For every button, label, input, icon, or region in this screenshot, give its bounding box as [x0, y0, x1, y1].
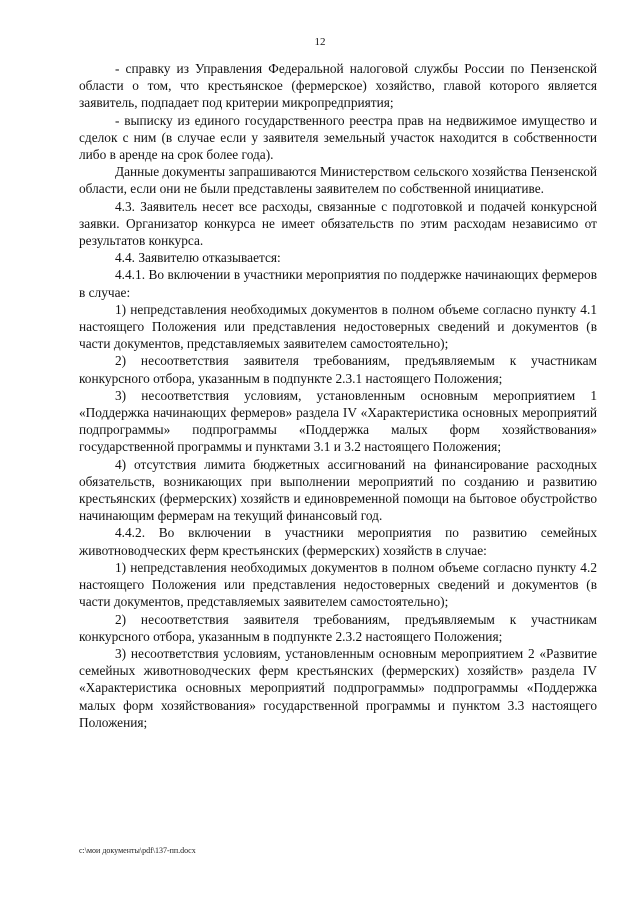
- document-body: [79, 60, 597, 731]
- paragraph: 4.4. Заявителю отказывается:: [115, 250, 281, 266]
- paragraph: 2) несоответствия заявителя требованиям, предъявляемым к участникам конкурсного отбора, указанным в подпункте 2.3.2 настоящего Положения;: [79, 611, 597, 644]
- paragraph: 1) непредставления необходимых документов в полном объеме согласно пункту 4.1 настоящего Положения или представления недостоверных сведений и документов (в части документов, представляемых заявителем самостоятельно);: [79, 301, 597, 352]
- paragraph: 4.4.1. Во включении в участники мероприятия по поддержке начинающих фермеров в случае:: [79, 267, 597, 300]
- paragraph: - справку из Управления Федеральной налоговой службы России по Пензенской области о том, что крестьянское (фермерское) хозяйство, главой которого является заявитель, подпадает под критерии микропредприятия;: [79, 61, 597, 111]
- paragraph: 4.3. Заявитель несет все расходы, связанные с подготовкой и подачей конкурсной заявки. Организатор конкурса не имеет обязательств по этим расходам независимо от результатов конкурса.: [79, 198, 597, 249]
- paragraph: - выписку из единого государственного реестра прав на недвижимое имущество и сделок с ним (в случае если у заявителя земельный участок находится в собственности либо в аренде на срок более года).: [79, 112, 597, 163]
- paragraph: 1) непредставления необходимых документов в полном объеме согласно пункту 4.2 настоящего Положения или представления недостоверных сведений и документов (в части документов, представляемых заявителем самостоятельно);: [79, 559, 597, 610]
- paragraph: Данные документы запрашиваются Министерством сельского хозяйства Пензенской области, если они не были представлены заявителем по собственной инициативе.: [79, 164, 598, 197]
- paragraph: 3) несоответствия условиям, установленным основным мероприятием 1 «Поддержка начинающих фермеров» раздела IV «Характеристика основных мероприятий подпрограммы» подпрограммы «Поддержка малых форм хозяйствования» государственной программы и пунктами 3.1 и 3.2 настоящего Положения;: [79, 387, 597, 455]
- file-path-footer: c:\мои документы\pdf\137-пп.docx: [79, 846, 196, 855]
- paragraph: 2) несоответствия заявителя требованиям, предъявляемым к участникам конкурсного отбора, указанным в подпункте 2.3.1 настоящего Положения;: [79, 353, 597, 386]
- paragraph: 4) отсутствия лимита бюджетных ассигнований на финансирование расходных обязательств, возникающих при выполнении мероприятий по созданию и развитию крестьянских (фермерских) хозяйств и единовременной помощи на бытовое обустройство начинающим фермерам на текущий финансовый год.: [79, 456, 597, 524]
- page-number: 12: [314, 36, 326, 48]
- paragraph: 4.4.2. Во включении в участники мероприятия по развитию семейных животноводческих ферм крестьянских (фермерских) хозяйств в случае:: [79, 525, 597, 558]
- paragraph: 3) несоответствия условиям, установленным основным мероприятием 2 «Развитие семейных животноводческих ферм крестьянских (фермерских) хозяйств» раздела IV «Характеристика основных мероприятий подпрограммы» подпрограммы «Поддержка малых форм хозяйствования» государственной программы и пунктом 3.3 настоящего Положения;: [79, 645, 597, 730]
